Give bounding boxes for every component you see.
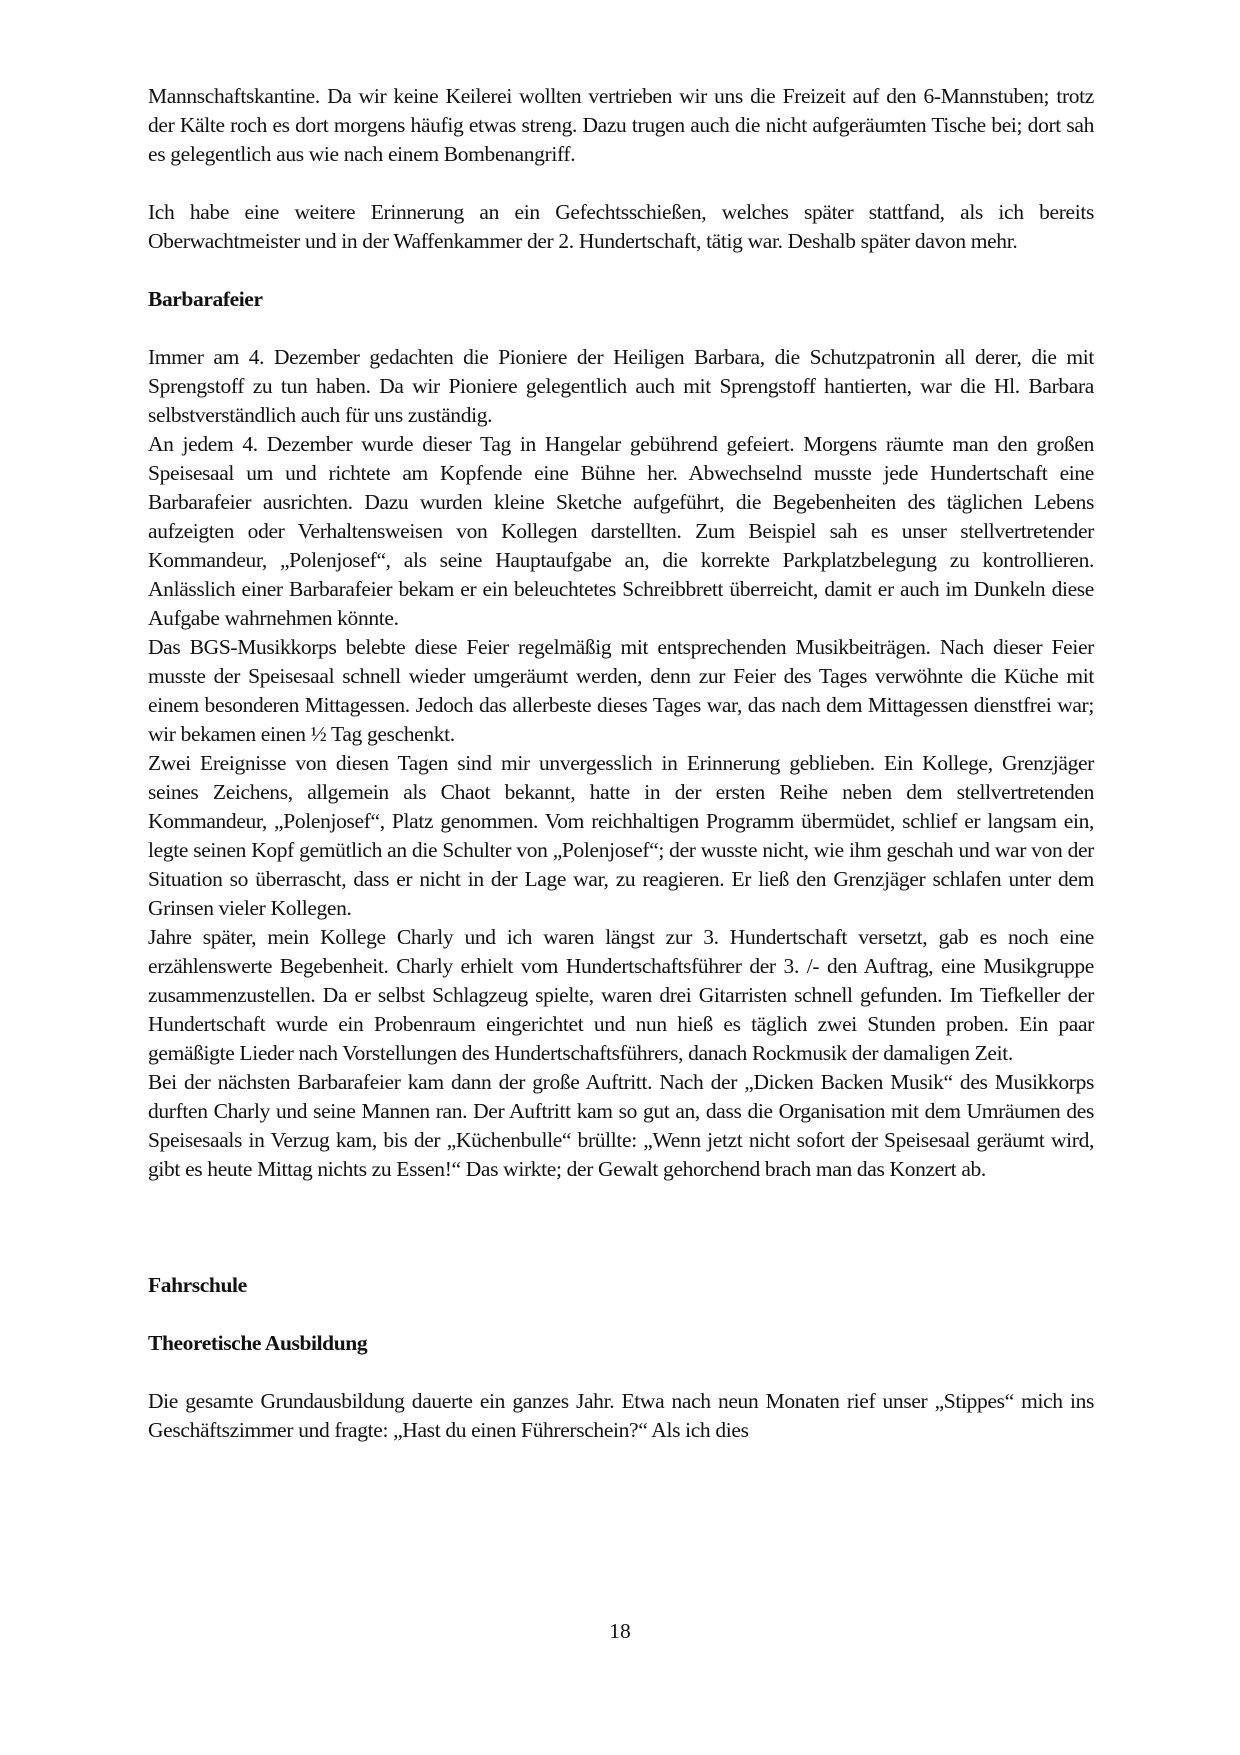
- body-paragraph: Immer am 4. Dezember gedachten die Pioniere der Heiligen Barbara, die Schutzpatronin all derer, die mit Sprengstoff zu tun haben. Da wir Pioniere gelegentlich auch mit Sprengstoff hantierten, war die Hl. Barbara selbstverständlich auch für uns zuständig.: [148, 345, 1094, 427]
- body-paragraph: Das BGS-Musikkorps belebte diese Feier regelmäßig mit entsprechenden Musikbeiträgen. Nach dieser Feier musste der Speisesaal schnell wieder umgeräumt werden, denn zur Feier des Tages verwöhnte die Küche mit einem besonderen Mittagessen. Jedoch das allerbeste dieses Tages war, das nach dem Mittagessen dienstfrei war; wir bekamen einen ½ Tag geschenkt.: [148, 635, 1094, 746]
- section-heading-barbarafeier: Barbarafeier: [148, 287, 263, 311]
- section-heading-theoretische-ausbildung: Theoretische Ausbildung: [148, 1331, 368, 1355]
- body-paragraph: An jedem 4. Dezember wurde dieser Tag in Hangelar gebührend gefeiert. Morgens räumte man den großen Speisesaal um und richtete am Kopfende eine Bühne her. Abwechselnd musste jede Hundertschaft eine Barbarafeier ausrichten. Dazu wurden kleine Sketche aufgeführt, die Begebenheiten des täglichen Lebens aufzeigten oder Verhaltensweisen von Kollegen darstellten. Zum Beispiel sah es unser stellvertretender Kommandeur, „Polenjosef“, als seine Hauptaufgabe an, die korrekte Parkplatzbelegung zu kontrollieren. Anlässlich einer Barbarafeier bekam er ein beleuchtetes Schreibbrett überreicht, damit er auch im Dunkeln diese Aufgabe wahrnehmen könnte.: [148, 432, 1094, 630]
- paragraph-spacer: [148, 256, 1094, 285]
- paragraph-spacer: [148, 169, 1094, 198]
- body-paragraph: Die gesamte Grundausbildung dauerte ein ganzes Jahr. Etwa nach neun Monaten rief unser „Stippes“ mich ins Geschäftszimmer und fragte: „Hast du einen Führerschein?“ Als ich dies: [148, 1389, 1094, 1442]
- paragraph-spacer: [148, 314, 1094, 343]
- body-paragraph: Bei der nächsten Barbarafeier kam dann der große Auftritt. Nach der „Dicken Backen Musik“ des Musikkorps durften Charly und seine Mannen ran. Der Auftritt kam so gut an, dass die Organisation mit dem Umräumen des Speisesaals in Verzug kam, bis der „Küchenbulle“ brüllte: „Wenn jetzt nicht sofort der Speisesaal geräumt wird, gibt es heute Mittag nichts zu Essen!“ Das wirkte; der Gewalt gehorchend brach man das Konzert ab.: [148, 1070, 1094, 1181]
- body-paragraph: Jahre später, mein Kollege Charly und ich waren längst zur 3. Hundertschaft versetzt, gab es noch eine erzählenswerte Begebenheit. Charly erhielt vom Hundertschaftsführer der 3. /- den Auftrag, eine Musikgruppe zusammenzustellen. Da er selbst Schlagzeug spielte, waren drei Gitarristen schnell gefunden. Im Tiefkeller der Hundertschaft wurde ein Probenraum eingerichtet und nun hieß es täglich zwei Stunden proben. Ein paar gemäßigte Lieder nach Vorstellungen des Hundertschaftsführers, danach Rockmusik der damaligen Zeit.: [148, 925, 1094, 1065]
- body-paragraph: Mannschaftskantine. Da wir keine Keilerei wollten vertrieben wir uns die Freizeit auf den 6-Mannstuben; trotz der Kälte roch es dort morgens häufig etwas streng. Dazu trugen auch die nicht aufgeräumten Tische bei; dort sah es gelegentlich aus wie nach einem Bombenangriff.: [148, 84, 1094, 166]
- page-number: 18: [609, 1619, 631, 1643]
- body-paragraph: Zwei Ereignisse von diesen Tagen sind mir unvergesslich in Erinnerung geblieben. Ein Kollege, Grenzjäger seines Zeichens, allgemein als Chaot bekannt, hatte in der ersten Reihe neben dem stellvertretenden Kommandeur, „Polenjosef“, Platz genommen. Vom reichhaltigen Programm übermüdet, schlief er langsam ein, legte seinen Kopf gemütlich an die Schulter von „Polenjosef“; der wusste nicht, wie ihm geschah und war von der Situation so überrascht, dass er nicht in der Lage war, zu reagieren. Er ließ den Grenzjäger schlafen unter dem Grinsen vieler Kollegen.: [148, 751, 1094, 920]
- body-paragraph: Ich habe eine weitere Erinnerung an ein Gefechtsschießen, welches später stattfand, als ich bereits Oberwachtmeister und in der Waffenkammer der 2. Hundertschaft, tätig war. Deshalb später davon mehr.: [148, 200, 1094, 253]
- paragraph-spacer: [148, 1300, 1094, 1329]
- section-heading-fahrschule: Fahrschule: [148, 1273, 247, 1297]
- paragraph-spacer: [148, 1184, 1094, 1213]
- paragraph-spacer: [148, 1358, 1094, 1387]
- paragraph-spacer: [148, 1213, 1094, 1242]
- document-page: [148, 82, 1094, 1445]
- paragraph-spacer: [148, 1242, 1094, 1271]
